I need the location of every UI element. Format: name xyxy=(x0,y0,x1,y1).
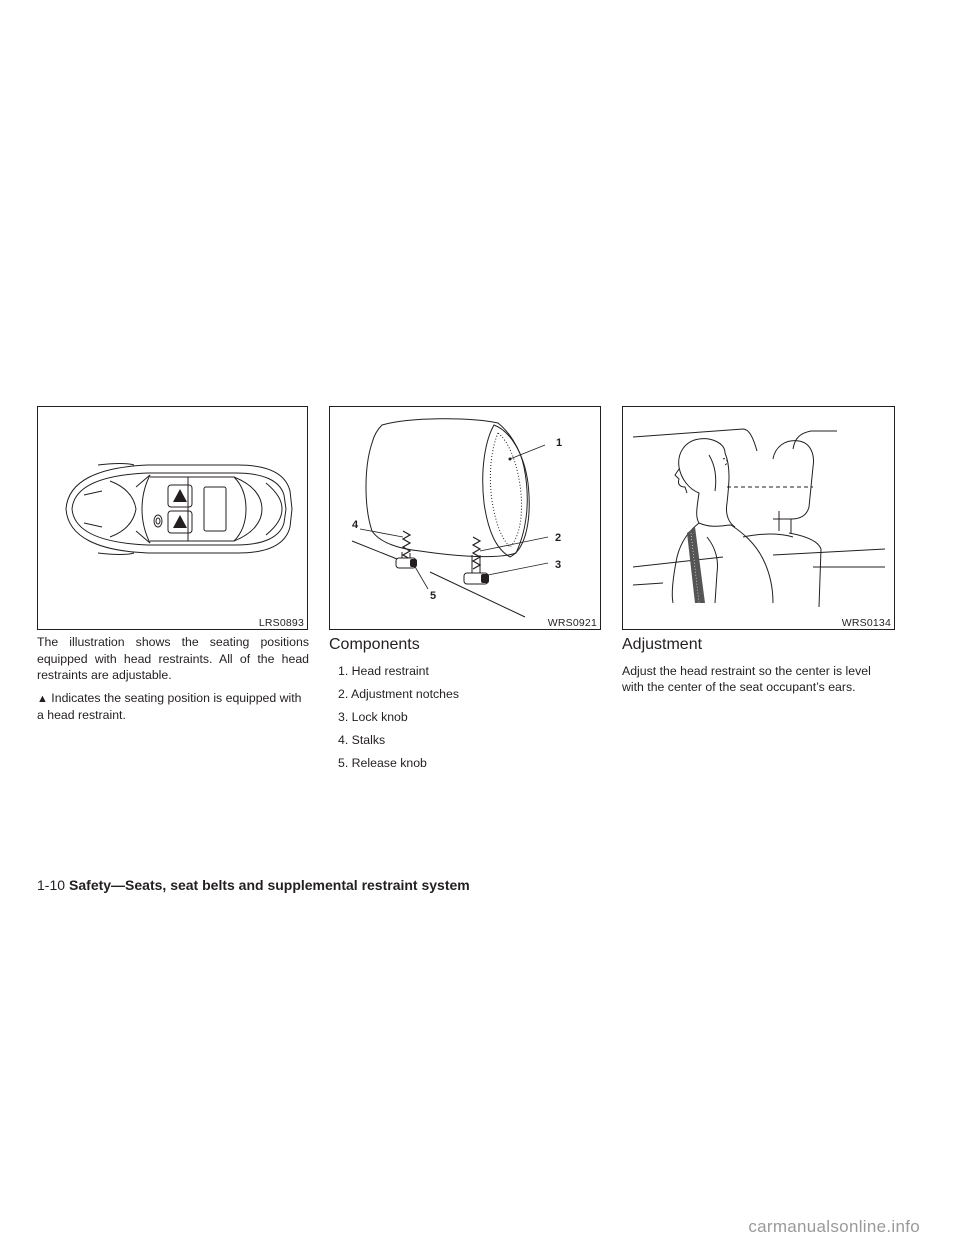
list-item: 2. Adjustment notches xyxy=(338,686,459,701)
page-footer xyxy=(37,877,470,893)
list-item: 1. Head restraint xyxy=(338,663,429,678)
figure-code: WRS0921 xyxy=(547,617,597,629)
occupant-adjustment-illustration xyxy=(623,407,896,631)
legend-paragraph xyxy=(37,690,309,724)
adjustment-section xyxy=(622,634,894,702)
section-heading: Components xyxy=(329,636,420,653)
seating-positions-text xyxy=(37,634,309,730)
legend-text: Indicates the seating position is equipped with a head restraint. xyxy=(37,690,302,722)
figure-code: WRS0134 xyxy=(841,617,891,629)
watermark: carmanualsonline.info xyxy=(748,1217,920,1236)
callout-1: 1 xyxy=(556,437,563,449)
section-title: Safety—Seats, seat belts and supplemental restraint system xyxy=(69,877,470,893)
paragraph: The illustration shows the seating positions equipped with head restraints. All of the head restraints are adjustable. xyxy=(37,635,309,682)
list-item: 5. Release knob xyxy=(338,755,427,770)
paragraph: Adjust the head restraint so the center is level with the center of the seat occupant’s ears. xyxy=(622,663,871,694)
callout-4: 4 xyxy=(352,519,359,531)
seat-belt-strap xyxy=(687,527,705,603)
head-restraint-illustration xyxy=(330,407,602,631)
components-section xyxy=(329,634,601,778)
list-item: 3. Lock knob xyxy=(338,709,408,724)
section-heading: Adjustment xyxy=(622,636,703,653)
callout-3: 3 xyxy=(555,559,562,571)
callout-2: 2 xyxy=(555,532,562,544)
car-top-view-illustration xyxy=(38,407,309,631)
list-item: 4. Stalks xyxy=(338,732,386,747)
figure-code: LRS0893 xyxy=(258,617,304,629)
seat-marker-triangle-front xyxy=(173,489,187,502)
triangle-icon: ▲ xyxy=(37,692,48,705)
seat-marker-triangle-rear xyxy=(173,515,187,528)
page-number: 1-10 xyxy=(37,877,66,893)
figure-head-restraint-components xyxy=(329,406,601,630)
components-list xyxy=(329,663,601,772)
figure-adjustment xyxy=(622,406,895,630)
callout-5: 5 xyxy=(430,590,437,602)
figure-seating-positions xyxy=(37,406,308,630)
